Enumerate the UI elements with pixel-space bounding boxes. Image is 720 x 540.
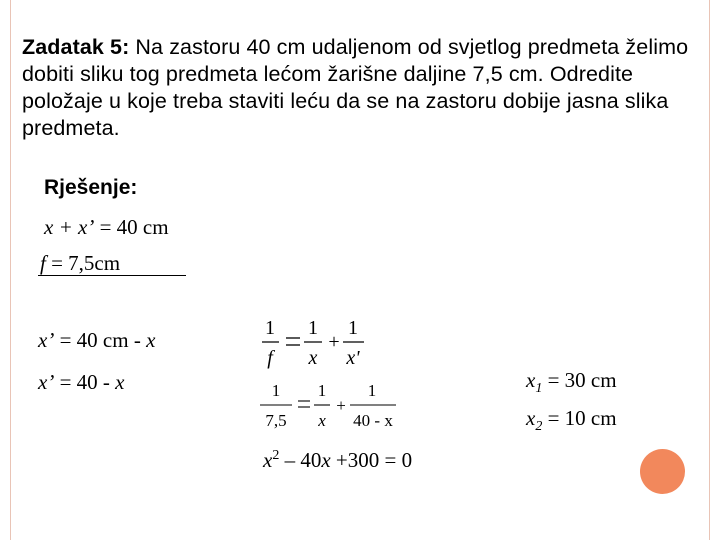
subst-den-x: x xyxy=(318,411,326,430)
step2-lhs: x’ xyxy=(38,370,55,394)
subst-den-f: 7,5 xyxy=(265,411,287,430)
quad-exp: 2 xyxy=(272,448,280,463)
result2-value: = 10 cm xyxy=(542,406,617,430)
substituted-equation xyxy=(258,378,408,434)
image-distance-equation xyxy=(38,328,155,353)
decorative-circle xyxy=(640,449,685,494)
given-focal-rhs: = 7,5cm xyxy=(45,251,121,275)
image-distance-simplified xyxy=(38,370,125,395)
result-x1 xyxy=(526,368,617,397)
subst-den-expr: 40 - x xyxy=(353,411,393,430)
given-distance-equation xyxy=(44,215,169,240)
subst-num-3: 1 xyxy=(367,381,377,400)
slide-frame-left xyxy=(10,0,11,540)
given-focal-equation xyxy=(40,251,120,276)
subst-plus: + xyxy=(336,396,346,415)
slide-frame-right xyxy=(709,0,710,540)
result2-var: x xyxy=(526,406,536,430)
result1-sub: 1 xyxy=(535,381,543,397)
lens-eq-den-xp: x' xyxy=(346,347,360,369)
problem-label: Zadatak 5: xyxy=(22,35,130,59)
subst-num-2: 1 xyxy=(317,381,327,400)
result2-sub: 2 xyxy=(535,419,543,435)
quad-tail: +300 = 0 xyxy=(330,448,413,472)
solution-heading: Rješenje: xyxy=(44,176,138,199)
lens-eq-num-3: 1 xyxy=(348,317,358,339)
result-x2 xyxy=(526,406,617,435)
step1-mid: = 40 cm - xyxy=(54,328,147,352)
result1-var: x xyxy=(526,368,536,392)
quad-x2: x xyxy=(321,448,331,472)
quadratic-equation xyxy=(263,448,412,473)
step1-lhs: x’ xyxy=(38,328,55,352)
lens-eq-den-f: f xyxy=(267,347,273,369)
subst-num-1: 1 xyxy=(271,381,281,400)
given-underline xyxy=(38,275,186,276)
quad-x: x xyxy=(263,448,273,472)
step1-var: x xyxy=(146,328,156,352)
lens-eq-num-2: 1 xyxy=(308,317,318,339)
problem-statement xyxy=(22,34,692,142)
lens-equation xyxy=(258,312,368,370)
lens-eq-plus: + xyxy=(328,331,340,353)
problem-text: Na zastoru 40 cm udaljenom od svjetlog predmeta želimo dobiti sliku tog predmeta lećom žarišne daljine 7,5 cm. Odredite položaje u koje treba staviti leću da se na zastoru dobije jasna slika predmeta. xyxy=(22,35,689,140)
quad-mid: – 40 xyxy=(279,448,322,472)
lens-eq-num-1: 1 xyxy=(265,317,275,339)
lens-eq-den-x: x xyxy=(308,347,318,369)
step2-var: x xyxy=(115,370,125,394)
given-distance-rhs: = 40 cm xyxy=(94,215,169,239)
given-distance-lhs: x + x’ xyxy=(44,215,95,239)
step2-mid: = 40 - xyxy=(54,370,116,394)
given-focal-lhs: f xyxy=(40,251,46,275)
result1-value: = 30 cm xyxy=(542,368,617,392)
